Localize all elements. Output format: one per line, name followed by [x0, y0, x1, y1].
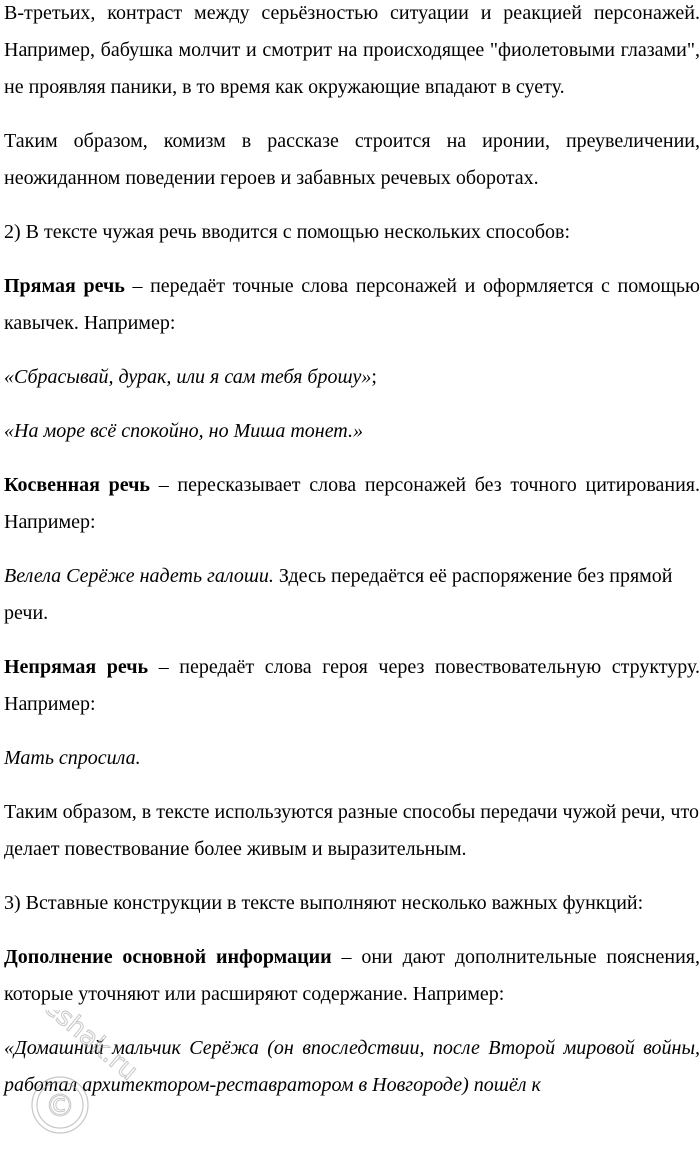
term-additional-info: Дополнение основной информации: [4, 946, 332, 968]
paragraph-example-quote-1: [4, 359, 700, 396]
paragraph-text: Здесь передаётся её распоряжение без прямой речи.: [4, 565, 673, 624]
svg-text:reshak.ru: reshak.ru: [30, 1010, 144, 1087]
example-quote: «Домашний мальчик Серёжа (он впоследствии, после Второй мировой войны, работал архитектором-реставратором в Новгороде) пошёл к: [4, 1037, 700, 1096]
paragraph-text: В-третьих, контраст между серьёзностью ситуации и реакцией персонажей. Например, бабушка молчит и смотрит на происходящее "фиолетовыми глазами", не проявляя паники, в то время как окружающие впадают в суету.: [4, 2, 700, 98]
paragraph-comism-summary: [4, 123, 700, 197]
document-body: [4, 0, 700, 1121]
term-indirect-speech: Косвенная речь: [4, 474, 150, 496]
svg-text:©: ©: [45, 1089, 75, 1124]
example-quote: «На море всё спокойно, но Миша тонет.»: [4, 420, 363, 442]
term-direct-speech: Прямая речь: [4, 275, 125, 297]
paragraph-example-sergey: [4, 1030, 700, 1104]
paragraph-contrast: [4, 0, 700, 106]
paragraph-text: 2) В тексте чужая речь вводится с помощью нескольких способов:: [4, 221, 571, 243]
paragraph-text: 3) Вставные конструкции в тексте выполняют несколько важных функций:: [4, 892, 644, 914]
paragraph-text: ;: [371, 366, 377, 388]
paragraph-indirect-speech: [4, 467, 700, 541]
paragraph-additional-info: [4, 939, 700, 1013]
example-quote: «Сбрасывай, дурак, или я сам тебя брошу»: [4, 366, 372, 388]
paragraph-text: – они дают дополнительные пояснения, которые уточняют или расширяют содержание. Например:: [4, 946, 700, 1005]
paragraph-non-direct-example: [4, 740, 700, 777]
paragraph-direct-speech: [4, 268, 700, 342]
paragraph-question-3: [4, 885, 700, 922]
paragraph-example-quote-2: [4, 413, 700, 450]
paragraph-text: Таким образом, в тексте используются разные способы передачи чужой речи, что делает повествование более живым и выразительным.: [4, 801, 699, 860]
paragraph-speech-summary: [4, 794, 700, 868]
paragraph-text: Таким образом, комизм в рассказе строится на иронии, преувеличении, неожиданном поведении героев и забавных речевых оборотах.: [4, 130, 700, 189]
term-non-direct-speech: Непрямая речь: [4, 656, 149, 678]
example-quote: Мать спросила.: [4, 747, 141, 769]
example-quote: Велела Серёже надеть галоши.: [4, 565, 274, 587]
paragraph-text: – передаёт слова героя через повествовательную структуру. Например:: [4, 656, 700, 715]
paragraph-text: – передаёт точные слова персонажей и оформляется с помощью кавычек. Например:: [4, 275, 700, 334]
paragraph-question-2: [4, 214, 700, 251]
paragraph-text: – пересказывает слова персонажей без точного цитирования. Например:: [4, 474, 700, 533]
paragraph-indirect-example: [4, 558, 700, 632]
paragraph-non-direct-speech: [4, 649, 700, 723]
